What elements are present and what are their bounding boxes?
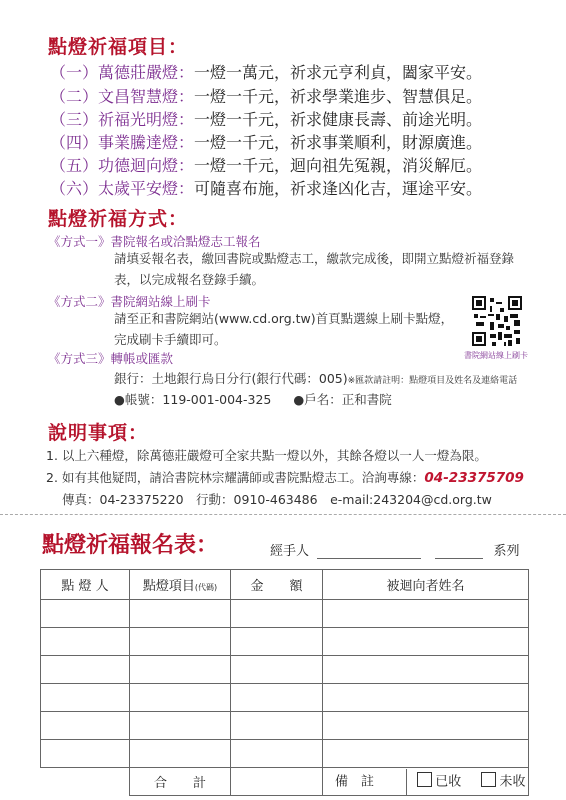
- col-header-person: 點 燈 人: [41, 570, 130, 600]
- lamp-item: [50, 84, 482, 107]
- form-title: 點燈祈福報名表：: [42, 533, 219, 558]
- method1-heading: 《方式一》書院報名或洽點燈志工報名: [48, 234, 261, 249]
- table-header-row: [41, 570, 529, 600]
- received-checkbox[interactable]: [417, 772, 432, 787]
- lamp-item: [50, 176, 482, 199]
- account-info: [114, 389, 392, 410]
- table-row[interactable]: [41, 684, 529, 712]
- lamp-item-colon: ：: [178, 87, 195, 106]
- account-number: ●帳號：119-001-004-325: [114, 392, 272, 407]
- method1-body: 請填妥報名表，繳回書院或點燈志工，繳款完成後，即開立點燈祈福登錄表，以完成報名登錄手續。: [114, 251, 515, 287]
- remark-label: 備 註: [335, 774, 375, 789]
- bank-note: ※匯款請註明：點燈項目及姓名及連絡電話: [347, 376, 518, 386]
- lamp-item-number: （六）: [50, 179, 99, 198]
- lamp-item-colon: ：: [178, 179, 195, 198]
- lamp-item-name: 功德迴向燈: [98, 156, 179, 175]
- lamp-item-name: 太歲平安燈: [98, 179, 179, 198]
- table-row[interactable]: [41, 712, 529, 740]
- lamp-item-desc: 可隨喜布施，祈求逢凶化吉，運途平安。: [194, 179, 483, 198]
- lamp-item: [50, 60, 482, 83]
- contact-line: 傳真：04-23375220 行動：0910-463486 e-mail:243204@cd.org.tw: [62, 492, 492, 507]
- hotline-number: 04-23375709: [424, 470, 524, 486]
- cut-line-divider: [0, 514, 566, 515]
- col-header-amount: 金 額: [231, 570, 323, 600]
- lamp-item-desc: 一燈一萬元，祈求元亨利貞，闔家平安。: [194, 63, 483, 82]
- lamp-item: [50, 130, 482, 153]
- table-row[interactable]: [41, 628, 529, 656]
- table-row[interactable]: [41, 740, 529, 768]
- method2-body-line2: 完成刷卡手續即可。: [114, 332, 227, 347]
- note-2: [46, 468, 524, 486]
- lamp-item-name: 事業騰達燈: [98, 133, 179, 152]
- section-title-methods: 點燈祈福方式：: [48, 208, 189, 230]
- lamp-item-colon: ：: [178, 110, 195, 129]
- lamp-item: [50, 107, 482, 130]
- lamp-item: [50, 153, 482, 176]
- registration-table: [40, 569, 529, 796]
- not-received-label: 未收: [499, 774, 526, 789]
- col-header-item-label: 點燈項目: [142, 579, 195, 594]
- remark-cell: [323, 768, 529, 796]
- account-name: ●戶名：正和書院: [293, 392, 392, 407]
- lamp-item-desc: 一燈一千元，祈求健康長壽、前途光明。: [194, 110, 483, 129]
- lamp-item-desc: 一燈一千元，祈求事業順利，財源廣進。: [194, 133, 483, 152]
- lamp-item-colon: ：: [178, 156, 195, 175]
- table-row[interactable]: [41, 656, 529, 684]
- lamp-item-desc: 一燈一千元，祈求學業進步、智慧俱足。: [194, 87, 483, 106]
- lamp-item-number: （四）: [50, 133, 99, 152]
- section-title-items: 點燈祈福項目：: [48, 36, 189, 58]
- received-label: 已收: [435, 774, 462, 789]
- qr-code-icon[interactable]: [472, 296, 522, 346]
- lamp-item-colon: ：: [178, 133, 195, 152]
- section-title-notes: 說明事項：: [48, 422, 149, 444]
- handler-label: 經手人: [270, 544, 310, 559]
- table-row[interactable]: [41, 600, 529, 628]
- lamp-item-name: 祈福光明燈: [98, 110, 179, 129]
- qr-caption: 書院網站線上刷卡: [464, 351, 528, 360]
- total-label: 合 計: [130, 768, 231, 796]
- total-row: [41, 768, 529, 796]
- col-header-item: [130, 570, 231, 600]
- lamp-item-colon: ：: [178, 63, 195, 82]
- col-header-dedicatee: 被迴向者姓名: [323, 570, 529, 600]
- lamp-item-number: （五）: [50, 156, 99, 175]
- lamp-item-number: （一）: [50, 63, 99, 82]
- note-1: 1. 以上六種燈，除萬德莊嚴燈可全家共點一燈以外，其餘各燈以一人一燈為限。: [46, 448, 487, 463]
- handler-field: [270, 540, 519, 559]
- lamp-item-name: 萬德莊嚴燈: [98, 63, 179, 82]
- col-header-item-code: (代碼): [194, 583, 218, 592]
- method3-heading: 《方式三》轉帳或匯款: [48, 351, 174, 366]
- dept-input[interactable]: [435, 543, 483, 559]
- lamp-item-name: 文昌智慧燈: [98, 87, 179, 106]
- total-amount-cell[interactable]: [231, 768, 323, 796]
- lamp-item-number: （三）: [50, 110, 99, 129]
- not-received-checkbox[interactable]: [481, 772, 496, 787]
- bank-name: 銀行：土地銀行烏日分行(銀行代碼：005): [114, 371, 348, 386]
- method2-heading: 《方式二》書院網站線上刷卡: [48, 294, 211, 309]
- method2-body-line1: 請至正和書院網站(www.cd.org.tw)首頁點選線上刷卡點燈，: [114, 311, 454, 326]
- handler-input[interactable]: [317, 543, 421, 559]
- lamp-item-desc: 一燈一千元，迴向祖先冤親，消災解厄。: [194, 156, 483, 175]
- lamp-item-number: （二）: [50, 87, 99, 106]
- dept-label: 系列: [493, 544, 520, 559]
- note-2-text: 2. 如有其他疑問，請洽書院林宗耀講師或書院點燈志工。洽詢專線：: [46, 470, 425, 485]
